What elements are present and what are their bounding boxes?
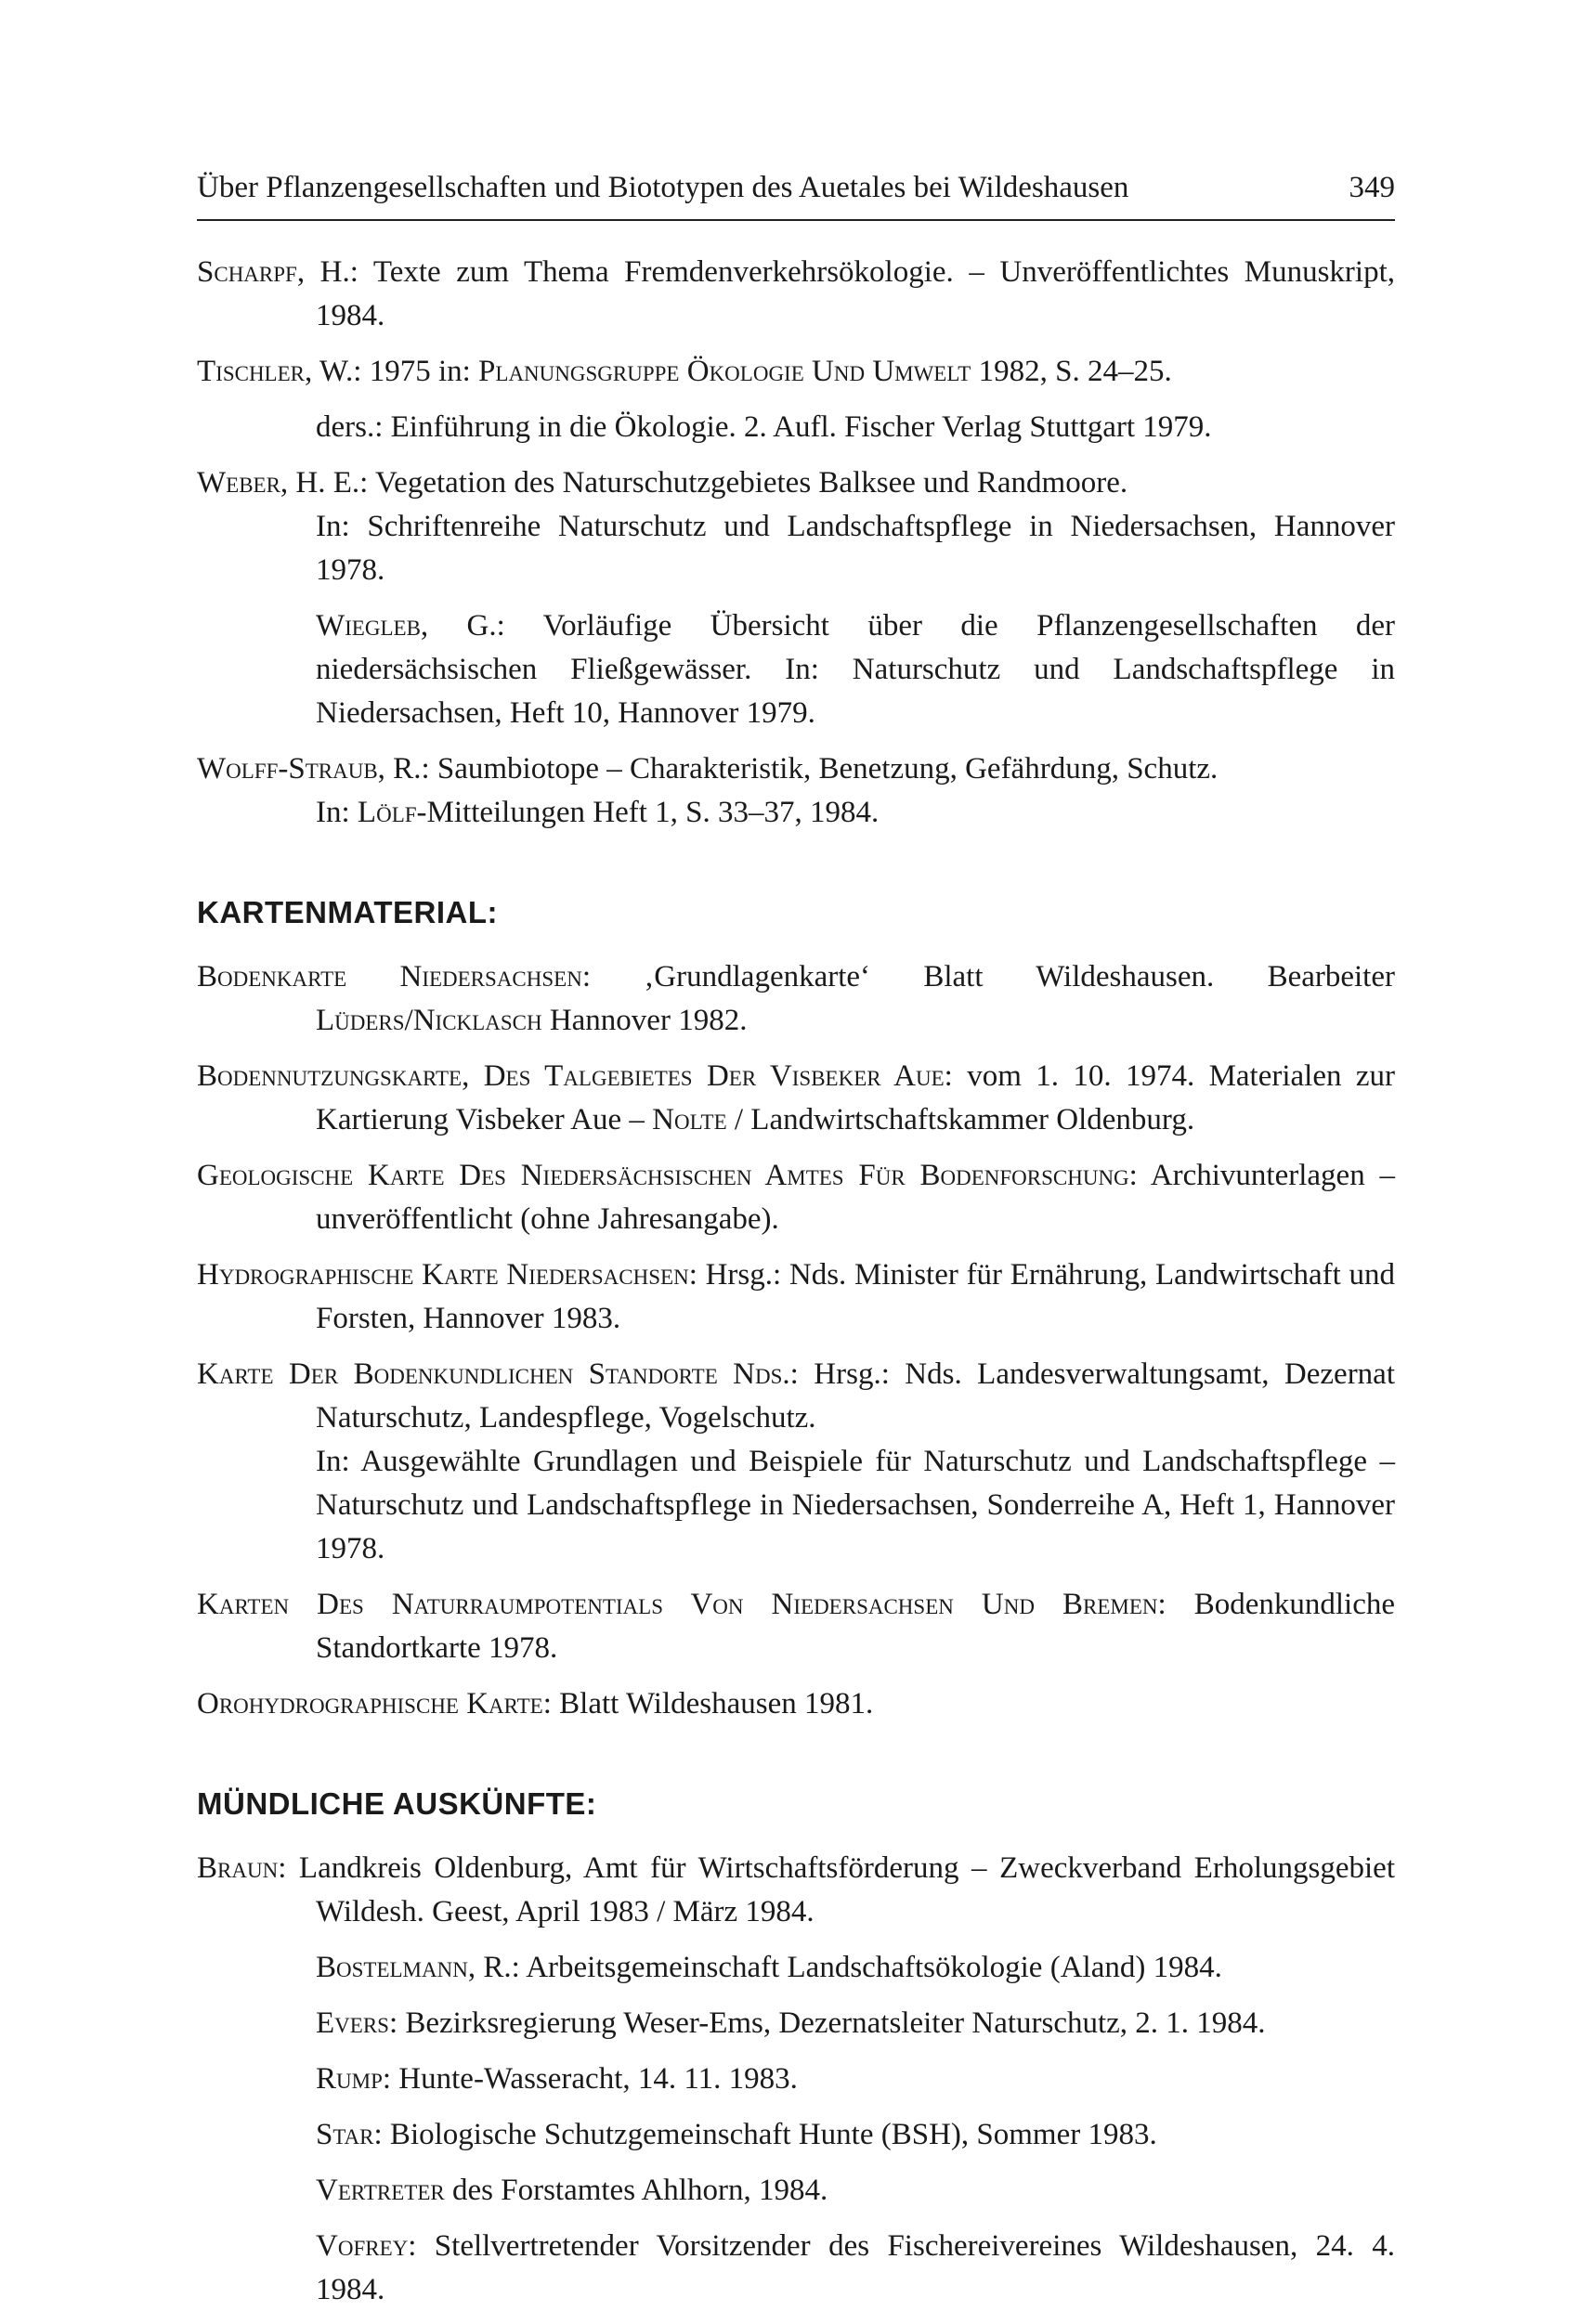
source-entry xyxy=(197,2002,1395,2045)
source-text: : Biologische Schutzgemeinschaft Hunte (BSH), Sommer 1983. xyxy=(373,2118,1157,2151)
map-label: Bodennutzungskarte, Des Talgebietes Der Visbeker Aue xyxy=(197,1059,945,1093)
source-text: des Forstamtes Ahlhorn, 1984. xyxy=(444,2174,828,2207)
reference-author: Lölf xyxy=(357,796,417,829)
page-body xyxy=(197,251,1395,2324)
source-text: : Landkreis Oldenburg, Amt für Wirtschaftsförderung – Zweckverband Erholungsgebiet Wildesh. Geest, April 1983 / März 1984. xyxy=(278,1851,1395,1928)
source-text: : Stellvertretender Vorsitzender des Fischereivereines Wildeshausen, 24. 4. 1984. xyxy=(316,2229,1395,2306)
reference-entry xyxy=(197,461,1395,592)
map-continuation: In: Ausgewählte Grundlagen und Beispiele für Naturschutz und Landschaftspflege – Naturschutz und Landschaftspflege in Niedersachsen, Sonderreihe A, Heft 1, Hannover 1978. xyxy=(316,1445,1395,1565)
map-entry xyxy=(197,955,1395,1043)
reference-continuation: In: Schriftenreihe Naturschutz und Landschaftspflege in Niedersachsen, Hannover 1978. xyxy=(316,510,1395,587)
map-label: Orohydrographische Karte xyxy=(197,1687,543,1720)
map-text: : Bodenkundliche Standortkarte 1978. xyxy=(316,1588,1395,1665)
running-title: Über Pflanzengesellschaften und Biototypen des Auetales bei Wildeshausen xyxy=(197,171,1129,204)
reference-text: : Vegetation des Naturschutzgebietes Balksee und Randmoore. xyxy=(359,466,1128,500)
source-text: : Arbeitsgemeinschaft Landschaftsökologie (Aland) 1984. xyxy=(511,1951,1222,1984)
map-label: Karte Der Bodenkundlichen Standorte Nds. xyxy=(197,1357,790,1391)
section-heading-auskuenfte: MÜNDLICHE AUSKÜNFTE: xyxy=(197,1786,597,1821)
map-text: : Hrsg.: Nds. Minister für Ernährung, Landwirtschaft und Forsten, Hannover 1983. xyxy=(316,1258,1395,1335)
map-label: Geologische Karte Des Niedersächsischen Amtes Für Bodenforschung xyxy=(197,1159,1129,1192)
source-entry xyxy=(197,2225,1395,2312)
source-entry xyxy=(197,1847,1395,1934)
source-text: : Hunte-Wasseracht, 14. 11. 1983. xyxy=(382,2062,798,2096)
map-label: Bodenkarte Niedersachsen xyxy=(197,960,582,993)
map-entry xyxy=(197,1154,1395,1241)
reference-text: : Vorläufige Übersicht über die Pflanzengesellschaften der niedersächsischen Fließgewässer. In: Naturschutz und Landschaftspflege in Niedersachsen, Heft 10, Hannover 1979. xyxy=(316,609,1395,730)
reference-text: -Mitteilungen Heft 1, S. 33–37, 1984. xyxy=(416,796,880,829)
map-label: Nolte xyxy=(652,1103,727,1136)
source-label: Bostelmann, R. xyxy=(316,1951,512,1984)
reference-author: Wiegleb, G. xyxy=(316,609,497,643)
reference-entry xyxy=(197,747,1395,835)
reference-entry xyxy=(197,350,1395,394)
map-text: : vom 1. 10. 1974. Materialen zur Kartierung Visbeker Aue – xyxy=(316,1059,1395,1136)
source-entry xyxy=(197,2058,1395,2101)
map-entry xyxy=(197,1253,1395,1341)
reference-continuation xyxy=(316,791,1395,835)
reference-text: 1982, S. 24–25. xyxy=(971,355,1172,388)
reference-author: Planungsgruppe Ökologie Und Umwelt xyxy=(478,355,971,388)
reference-entry xyxy=(197,406,1395,449)
reference-text: ders.: Einführung in die Ökologie. 2. Aufl. Fischer Verlag Stuttgart 1979. xyxy=(316,410,1212,444)
map-text: : ‚Grundlagenkarte‘ Blatt Wildeshausen. Bearbeiter xyxy=(581,960,1395,993)
reference-author: Weber, H. E. xyxy=(197,466,360,500)
reference-author: Tischler, W. xyxy=(197,355,354,388)
map-label: Lüders/Nicklasch xyxy=(316,1004,542,1037)
source-entry xyxy=(197,1946,1395,1990)
source-label: Vofrey xyxy=(316,2229,409,2263)
map-entry xyxy=(197,1353,1395,1571)
map-entry xyxy=(197,1682,1395,1726)
source-entry xyxy=(197,2169,1395,2213)
reference-text: In: xyxy=(316,796,358,829)
map-entry xyxy=(197,1583,1395,1670)
reference-author: Scharpf, H. xyxy=(197,255,350,289)
map-text: : Blatt Wildeshausen 1981. xyxy=(542,1687,874,1720)
source-label: Braun xyxy=(197,1851,279,1885)
running-header xyxy=(197,167,1395,208)
map-label: Hydrographische Karte Niedersachsen xyxy=(197,1258,689,1292)
reference-entry xyxy=(197,251,1395,338)
source-text: : Bezirksregierung Weser-Ems, Dezernatsleiter Naturschutz, 2. 1. 1984. xyxy=(388,2006,1266,2040)
map-text: : Archivunterlagen – unveröffentlicht (ohne Jahresangabe). xyxy=(316,1159,1395,1236)
map-label: Karten Des Naturraumpotentials Von Niedersachsen Und Bremen xyxy=(197,1588,1158,1621)
map-text: Hannover 1982. xyxy=(541,1004,748,1037)
map-text: : Hrsg.: Nds. Landesverwaltungsamt, Dezernat Naturschutz, Landespflege, Vogelschutz. xyxy=(316,1357,1395,1435)
reference-text: : Texte zum Thema Fremdenverkehrsökologie. – Unveröffentlichtes Munuskript, 1984. xyxy=(316,255,1395,332)
map-entry xyxy=(197,1055,1395,1142)
section-heading-kartenmaterial: KARTENMATERIAL: xyxy=(197,895,499,929)
reference-entry xyxy=(197,604,1395,735)
page-number: 349 xyxy=(1349,171,1395,204)
reference-author: Wolff-Straub, R. xyxy=(197,752,422,785)
header-rule xyxy=(197,219,1395,221)
source-label: Rump xyxy=(316,2062,383,2096)
reference-text: : 1975 in: xyxy=(353,355,479,388)
source-label: Vertreter xyxy=(316,2174,445,2207)
source-label: Star xyxy=(316,2118,374,2151)
map-text: / Landwirtschaftskammer Oldenburg. xyxy=(726,1103,1195,1136)
reference-text: : Saumbiotope – Charakteristik, Benetzung, Gefährdung, Schutz. xyxy=(421,752,1219,785)
source-label: Evers xyxy=(316,2006,389,2040)
source-entry xyxy=(197,2113,1395,2157)
